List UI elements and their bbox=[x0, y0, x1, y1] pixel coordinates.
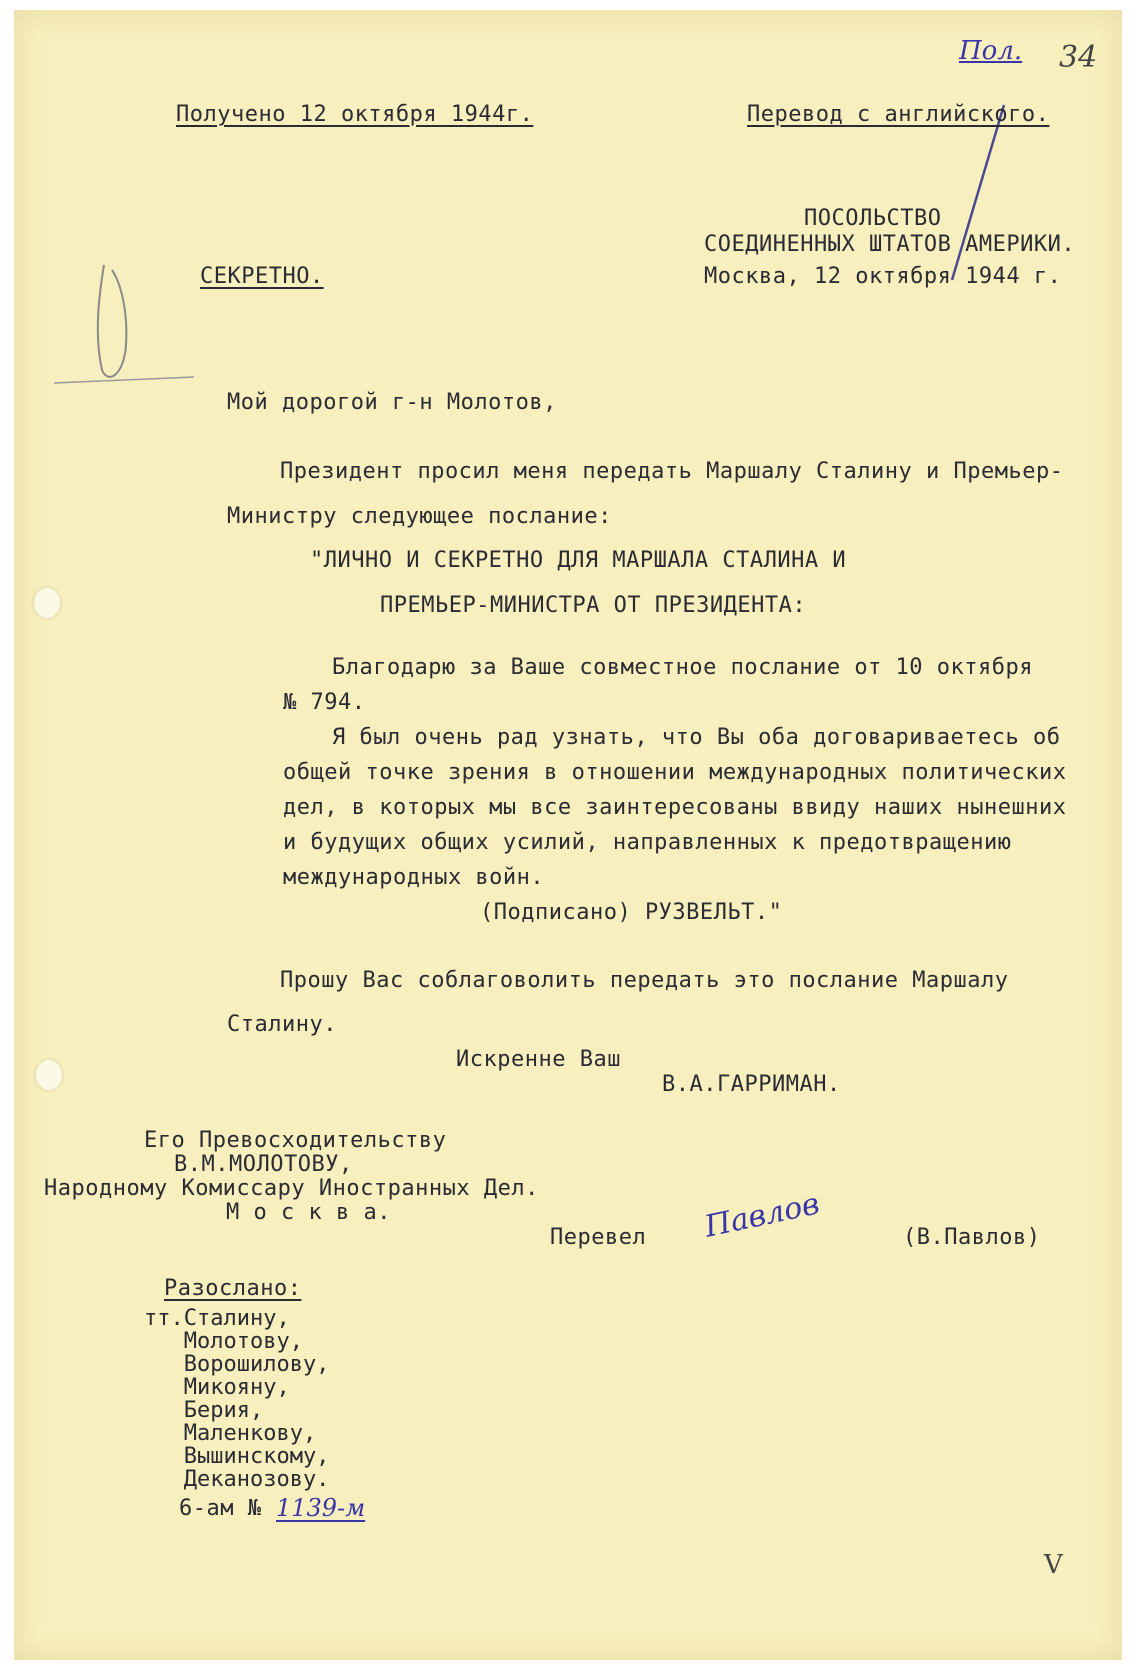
message-line: и будущих общих усилий, направленных к предотвращению bbox=[283, 830, 1012, 855]
salutation: Мой дорогой г-н Молотов, bbox=[227, 390, 557, 415]
punch-hole-top bbox=[34, 588, 60, 618]
page-number: 34 bbox=[1059, 40, 1098, 75]
file-number-label: 6-ам № bbox=[179, 1496, 262, 1521]
embassy-place-date: Москва, 12 октября 1944 г. bbox=[704, 264, 1062, 289]
message-line: общей точке зрения в отношении международных политических bbox=[283, 760, 1067, 785]
addressee-line-3: Народному Комиссару Иностранных Дел. bbox=[44, 1176, 539, 1201]
punch-hole-bottom bbox=[36, 1060, 62, 1090]
pencil-margin-mark bbox=[44, 255, 204, 405]
secret-stamp: СЕКРЕТНО. bbox=[200, 264, 324, 289]
translator-label: Перевел bbox=[550, 1225, 647, 1250]
distribution-recipient: Маленкову, bbox=[144, 1421, 317, 1446]
distribution-recipient: Вышинскому, bbox=[144, 1444, 330, 1469]
distribution-recipient: Берия, bbox=[144, 1398, 264, 1423]
message-line: № 794. bbox=[283, 690, 366, 715]
signed-roosevelt: (Подписано) РУЗВЕЛЬТ." bbox=[480, 900, 783, 925]
translator-name: (В.Павлов) bbox=[903, 1225, 1041, 1250]
addressee-line-4: М о с к в а. bbox=[226, 1200, 391, 1225]
message-line: Я был очень рад узнать, что Вы оба договариваетесь об bbox=[332, 725, 1061, 750]
intro-line-2: Министру следующее послание: bbox=[227, 504, 612, 529]
addressee-line-1: Его Превосходительству bbox=[144, 1128, 447, 1153]
message-heading-2: ПРЕМЬЕР-МИНИСТРА ОТ ПРЕЗИДЕНТА: bbox=[380, 593, 807, 618]
message-heading-1: "ЛИЧНО И СЕКРЕТНО ДЛЯ МАРШАЛА СТАЛИНА И bbox=[310, 548, 847, 573]
pencil-slash-mark bbox=[944, 100, 1024, 290]
distribution-recipient: тт.Сталину, bbox=[144, 1306, 290, 1331]
embassy-name-line2: СОЕДИНЕННЫХ ШТАТОВ АМЕРИКИ. bbox=[704, 232, 1076, 257]
closing: Искренне Ваш bbox=[456, 1047, 621, 1072]
file-number: 1139-м bbox=[276, 1494, 366, 1522]
embassy-name-line1: ПОСОЛЬСТВО bbox=[804, 206, 942, 231]
distribution-recipient: Молотову, bbox=[144, 1329, 303, 1354]
received-date: Получено 12 октября 1944г. bbox=[176, 102, 534, 127]
translator-signature: Павлов bbox=[701, 1186, 823, 1245]
addressee-line-2: В.М.МОЛОТОВУ, bbox=[174, 1152, 353, 1177]
request-line-1: Прошу Вас соблаговолить передать это послание Маршалу bbox=[280, 968, 1009, 993]
intro-line-1: Президент просил меня передать Маршалу Сталину и Премьер- bbox=[280, 459, 1064, 484]
check-mark: V bbox=[1044, 1550, 1063, 1580]
distribution-recipient: Ворошилову, bbox=[144, 1352, 330, 1377]
translation-note: Перевод с английского. bbox=[747, 102, 1050, 127]
document-page bbox=[14, 10, 1122, 1660]
message-line: международных войн. bbox=[283, 865, 545, 890]
distribution-list bbox=[144, 1307, 329, 1491]
request-line-2: Сталину. bbox=[227, 1012, 337, 1037]
message-line: Благодарю за Ваше совместное послание от 10 октября bbox=[332, 655, 1034, 680]
handwritten-corner-note: Пол. bbox=[959, 36, 1023, 66]
distribution-recipient: Микояну, bbox=[144, 1375, 290, 1400]
distribution-recipient: Деканозову. bbox=[144, 1467, 330, 1492]
distribution-title: Разослано: bbox=[164, 1276, 302, 1301]
message-line: дел, в которых мы все заинтересованы ввиду наших нынешних bbox=[283, 795, 1067, 820]
signer-name: В.А.ГАРРИМАН. bbox=[662, 1072, 841, 1097]
